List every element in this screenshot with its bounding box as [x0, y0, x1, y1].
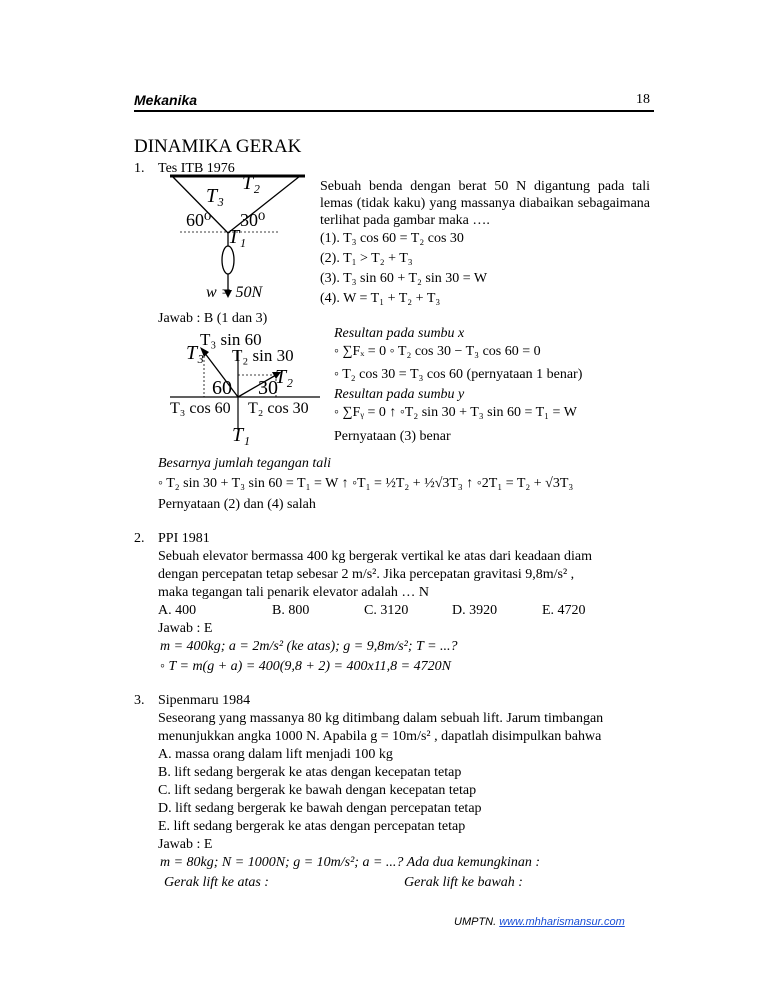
fig2-t3-cos-label: T₃ cos 60 [170, 400, 231, 417]
q3-line-2: menunjukkan angka 1000 N. Apabila g = 10m/s² , dapatlah disimpulkan bahwa [158, 729, 602, 744]
tension-note: Pernyataan (2) dan (4) salah [158, 497, 316, 512]
resultant-x-eq2: ◦ T₂ cos 30 = T₃ cos 60 (pernyataan 1 benar) [334, 367, 583, 382]
footer [454, 916, 625, 928]
q2-given: m = 400kg; a = 2m/s² (ke atas); g = 9,8m/s²; T = ...? [160, 639, 458, 654]
q1-number: 1. [134, 161, 145, 176]
q2-solution: ◦ T = m(g + a) = 400(9,8 + 2) = 400x11,8 = 4720N [160, 659, 451, 674]
q1-option-4: (4). W = T₁ + T₂ + T₃ [320, 291, 441, 306]
fig2-t2-label: T₂ [275, 366, 294, 388]
q2-option-b: B. 800 [272, 603, 310, 618]
q3-option-e: E. lift sedang bergerak ke atas dengan percepatan tetap [158, 819, 466, 834]
q3-option-a: A. massa orang dalam lift menjadi 100 kg [158, 747, 393, 762]
q1-source: Tes ITB 1976 [158, 161, 235, 176]
q1-answer: Jawab : B (1 dan 3) [158, 311, 268, 326]
fig1-angle-left: 60⁰ [186, 210, 212, 230]
q2-option-d: D. 3920 [452, 603, 498, 618]
q1-option-2: (2). T₁ > T₂ + T₃ [320, 251, 413, 266]
fig2-angle-30: 30 [258, 377, 278, 399]
header-divider [134, 110, 654, 112]
fig2-t1-label: T₁ [232, 424, 251, 446]
q3-case-down: Gerak lift ke bawah : [404, 875, 523, 890]
resultant-y-title: Resultan pada sumbu y [334, 387, 465, 402]
q1-option-1: (1). T₃ cos 60 = T₂ cos 30 [320, 231, 464, 246]
fig2-angle-60: 60 [212, 377, 232, 399]
q2-line-1: Sebuah elevator bermassa 400 kg bergerak vertikal ke atas dari keadaan diam [158, 549, 592, 564]
tension-title: Besarnya jumlah tegangan tali [158, 456, 332, 471]
resultant-x-eq1: ◦ ∑Fₓ = 0 ◦ T₂ cos 30 − T₃ cos 60 = 0 [334, 344, 541, 359]
q2-option-e: E. 4720 [542, 603, 586, 618]
page-number: 18 [636, 92, 650, 107]
fig1-t2-label: T₂ [242, 172, 261, 194]
footer-link[interactable]: www.mhharismansur.com [499, 916, 625, 928]
header-subject: Mekanika [134, 92, 198, 108]
q3-source: Sipenmaru 1984 [158, 693, 251, 708]
tension-equation: ◦ T₂ sin 30 + T₃ sin 60 = T₁ = W ↑ ◦T₁ = ½T₂ + ½√3T₃ ↑ ◦2T₁ = T₂ + √3T₃ [158, 476, 574, 491]
q3-option-d: D. lift sedang bergerak ke bawah dengan percepatan tetap [158, 801, 482, 816]
q2-option-a: A. 400 [158, 603, 197, 618]
q3-given [160, 854, 540, 871]
q2-line-3: maka tegangan tali penarik elevator adalah … N [158, 585, 429, 600]
footer-label: UMPTN. [454, 916, 497, 928]
q3-case-up: Gerak lift ke atas : [164, 875, 269, 890]
q3-given-note: Ada dua kemungkinan : [403, 855, 541, 870]
resultant-x-title: Resultan pada sumbu x [334, 326, 465, 341]
fig2-t2-cos-label: T₂ cos 30 [248, 400, 309, 417]
fig1-t3-label: T₃ [206, 185, 225, 207]
q3-number: 3. [134, 693, 145, 708]
q1-option-3: (3). T₃ sin 60 + T₂ sin 30 = W [320, 271, 488, 286]
resultant-y-note: Pernyataan (3) benar [334, 429, 451, 444]
fig2-t2-sin-label: T₂ sin 30 [232, 346, 294, 365]
q2-answer: Jawab : E [158, 621, 213, 636]
q2-source: PPI 1981 [158, 531, 210, 546]
section-title: DINAMIKA GERAK [134, 136, 302, 157]
fig2-t3-label: T₃ [186, 342, 205, 364]
fig1-weight-label: w = 50N [206, 284, 263, 301]
q3-line-1: Seseorang yang massanya 80 kg ditimbang dalam sebuah lift. Jarum timbangan [158, 711, 604, 726]
fig1-angle-right: 30⁰ [240, 210, 266, 230]
fig1-t1-label: T₁ [228, 226, 247, 248]
q3-answer: Jawab : E [158, 837, 213, 852]
weight-body [222, 246, 234, 274]
q2-number: 2. [134, 531, 145, 546]
q1-text: Sebuah benda dengan berat 50 N digantung pada tali lemas (tidak kaku) yang massanya diabaikan sebagaimana terlihat pada gambar maka …. [320, 179, 650, 228]
q3-option-b: B. lift sedang bergerak ke atas dengan kecepatan tetap [158, 765, 462, 780]
q3-option-c: C. lift sedang bergerak ke bawah dengan kecepatan tetap [158, 783, 477, 798]
q3-given-main: m = 80kg; N = 1000N; g = 10m/s²; a = ...? [160, 855, 404, 870]
fig2-t3-sin-label: T₃ sin 60 [200, 330, 262, 349]
q2-line-2: dengan percepatan tetap sebesar 2 m/s². Jika percepatan gravitasi 9,8m/s² , [158, 567, 575, 582]
q2-option-c: C. 3120 [364, 603, 409, 618]
resultant-y-eq: ◦ ∑Fᵧ = 0 ↑ ◦T₂ sin 30 + T₃ sin 60 = T₁ = W [334, 405, 577, 420]
